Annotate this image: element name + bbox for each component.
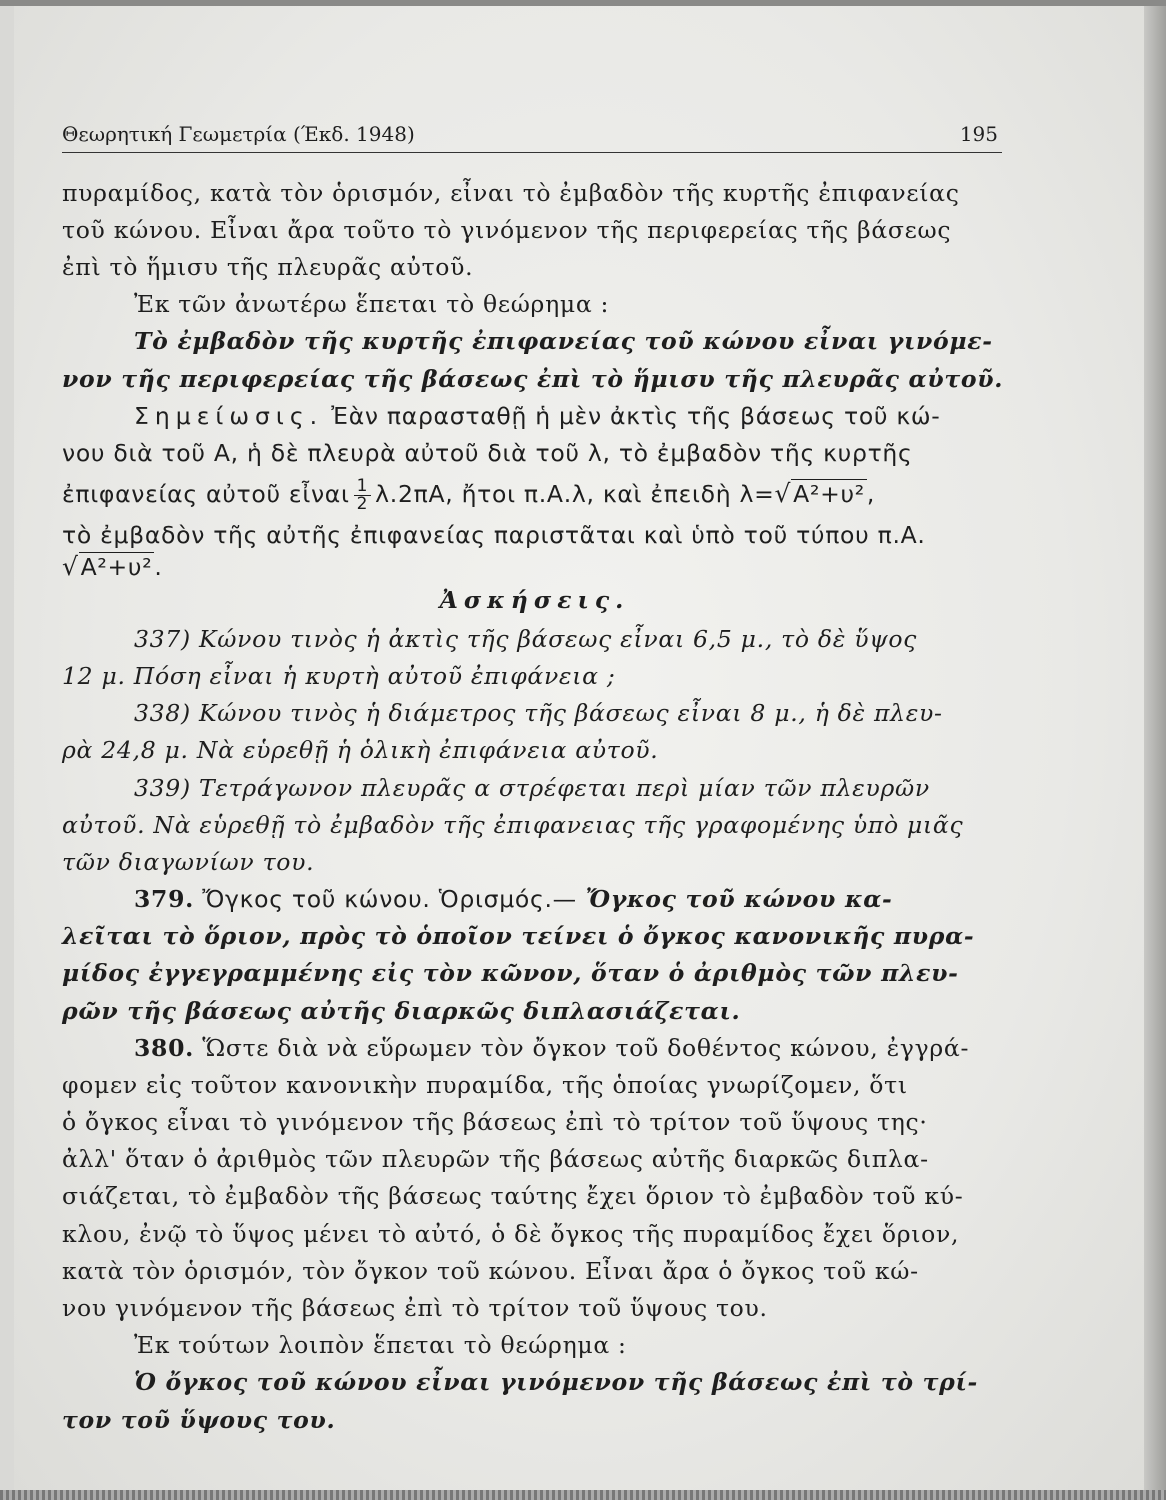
remark-line: νου διὰ τοῦ Α, ἡ δὲ πλευρὰ αὐτοῦ διὰ τοῦ λ, τὸ ἐμβαδὸν τῆς κυρτῆς [62, 439, 913, 467]
radicand: Α²+υ² [80, 553, 153, 581]
radical-sign: √ [774, 479, 792, 508]
fraction-one-half [354, 478, 372, 513]
text-line: νου γινόμενον τῆς βάσεως ἐπὶ τὸ τρίτον τοῦ ὕψους του. [62, 1294, 768, 1322]
exercise-line: 337) Κώνου τινὸς ἡ ἀκτὶς τῆς βάσεως εἶναι 6,5 μ., τὸ δὲ ὕψος [134, 625, 918, 653]
exercise-line: ρὰ 24,8 μ. Νὰ εὑρεθῇ ἡ ὁλικὴ ἐπιφάνεια αὐτοῦ. [62, 736, 659, 764]
header-title: Θεωρητική Γεωμετρία (Έκδ. 1948) [62, 122, 415, 146]
section-379-heading [134, 884, 1007, 914]
section-380-line [134, 1033, 1007, 1063]
text-line: τοῦ κώνου. Εἶναι ἄρα τοῦτο τὸ γινόμενον τῆς περιφερείας τῆς βάσεως [62, 216, 952, 244]
exercise-line: τῶν διαγωνίων του. [62, 848, 315, 876]
text-line: Ἐκ τῶν ἀνωτέρω ἕπεται τὸ θεώρημα : [134, 290, 610, 318]
text-line: κλου, ἐνῷ τὸ ὕψος μένει τὸ αὐτό, ὁ δὲ ὄγκος τῆς πυραμίδος ἔχει ὅριον, [62, 1220, 960, 1248]
running-header [62, 118, 1002, 153]
square-root [62, 552, 154, 582]
text-line: σιάζεται, τὸ ἐμβαδὸν τῆς βάσεως ταύτης ἔχει ὅριον τὸ ἐμβαδὸν τοῦ κύ- [62, 1182, 964, 1210]
radical-sign: √ [62, 552, 79, 581]
page-edge-bottom [0, 1490, 1166, 1500]
text-line: πυραμίδος, κατὰ τὸν ὁρισμόν, εἶναι τὸ ἐμβαδὸν τῆς κυρτῆς ἐπιφανείας [62, 179, 960, 207]
definition-line: μίδος ἐγγεγραμμένης εἰς τὸν κῶνον, ὅταν ὁ ἀριθμὸς τῶν πλευ- [62, 959, 959, 987]
section-title: Ὄγκος τοῦ κώνου. Ὁρισμός.— [194, 885, 577, 913]
text-line: ἀλλ' ὅταν ὁ ἀριθμὸς τῶν πλευρῶν τῆς βάσεως αὐτῆς διαρκῶς διπλα- [62, 1145, 929, 1173]
page-edge-top [0, 0, 1166, 6]
definition-line: ρῶν τῆς βάσεως αὐτῆς διαρκῶς διπλασιάζεται. [62, 997, 741, 1025]
formula-text: . [154, 553, 163, 581]
definition-text: Ὄγκος τοῦ κώνου κα- [576, 885, 893, 913]
text-line: ἐπὶ τὸ ἥμισυ τῆς πλευρᾶς αὐτοῦ. [62, 253, 474, 281]
remark-label: Σημείωσις. [134, 402, 324, 430]
remark-line [134, 401, 1007, 431]
formula-text: ἐπιφανείας αὐτοῦ εἶναι [62, 480, 350, 508]
section-text: Ὥστε διὰ νὰ εὕρωμεν τὸν ὄγκον τοῦ δοθέντος κώνου, ἐγγρά- [194, 1034, 970, 1062]
formula-line [62, 478, 1007, 513]
section-number: 380. [134, 1034, 195, 1062]
theorem-line: Τὸ ἐμβαδὸν τῆς κυρτῆς ἐπιφανείας τοῦ κώνου εἶναι γινόμε- [134, 327, 993, 355]
page-edge-right [1144, 0, 1166, 1500]
text-line: φομεν εἰς τοῦτον κανονικὴν πυραμίδα, τῆς ὁποίας γνωρίζομεν, ὅτι [62, 1071, 908, 1099]
formula-line [62, 552, 1007, 582]
formula-text: , [866, 480, 876, 508]
exercise-line: αὐτοῦ. Νὰ εὑρεθῇ τὸ ἐμβαδὸν τῆς ἐπιφανειας τῆς γραφομένης ὑπὸ μιᾶς [62, 811, 964, 839]
remark-line: τὸ ἐμβαδὸν τῆς αὐτῆς ἐπιφανείας παριστᾶται καὶ ὑπὸ τοῦ τύπου π.Α. [62, 521, 926, 549]
text-line: Ἐκ τούτων λοιπὸν ἕπεται τὸ θεώρημα : [134, 1331, 627, 1359]
formula-text: λ.2πΑ, ἤτοι π.Α.λ, καὶ ἐπειδὴ λ= [375, 480, 775, 508]
theorem-line: τον τοῦ ὕψους του. [62, 1406, 336, 1434]
page-number: 195 [959, 122, 998, 146]
exercise-line: 339) Τετράγωνον πλευρᾶς α στρέφεται περὶ μίαν τῶν πλευρῶν [134, 774, 930, 802]
fraction-denominator: 2 [356, 494, 369, 514]
text-line: ὁ ὄγκος εἶναι τὸ γινόμενον τῆς βάσεως ἐπὶ τὸ τρίτον τοῦ ὕψους της· [62, 1108, 928, 1136]
square-root [775, 479, 867, 509]
theorem-line: Ὁ ὄγκος τοῦ κώνου εἶναι γινόμενον τῆς βάσεως ἐπὶ τὸ τρί- [134, 1368, 978, 1396]
section-number: 379. [134, 885, 195, 913]
exercises-heading: Ἀσκήσεις. [439, 586, 630, 614]
definition-line: λεῖται τὸ ὅριον, πρὸς τὸ ὁποῖον τείνει ὁ ὄγκος κανονικῆς πυρα- [62, 922, 975, 950]
fraction-numerator: 1 [354, 478, 372, 496]
exercise-line: 12 μ. Πόση εἶναι ἡ κυρτὴ αὐτοῦ ἐπιφάνεια ; [62, 662, 616, 690]
radicand: Α²+υ² [793, 480, 865, 508]
text-line: κατὰ τὸν ὁρισμόν, τὸν ὄγκον τοῦ κώνου. Εἶναι ἄρα ὁ ὄγκος τοῦ κώ- [62, 1257, 919, 1285]
theorem-line: νον τῆς περιφερείας τῆς βάσεως ἐπὶ τὸ ἥμισυ τῆς πλευρᾶς αὐτοῦ. [62, 365, 1004, 393]
exercise-line: 338) Κώνου τινὸς ἡ διάμετρος τῆς βάσεως εἶναι 8 μ., ἡ δὲ πλευ- [134, 699, 943, 727]
remark-text: Ἐὰν παρασταθῇ ἡ μὲν ἀκτὶς τῆς βάσεως τοῦ κώ- [323, 402, 941, 430]
